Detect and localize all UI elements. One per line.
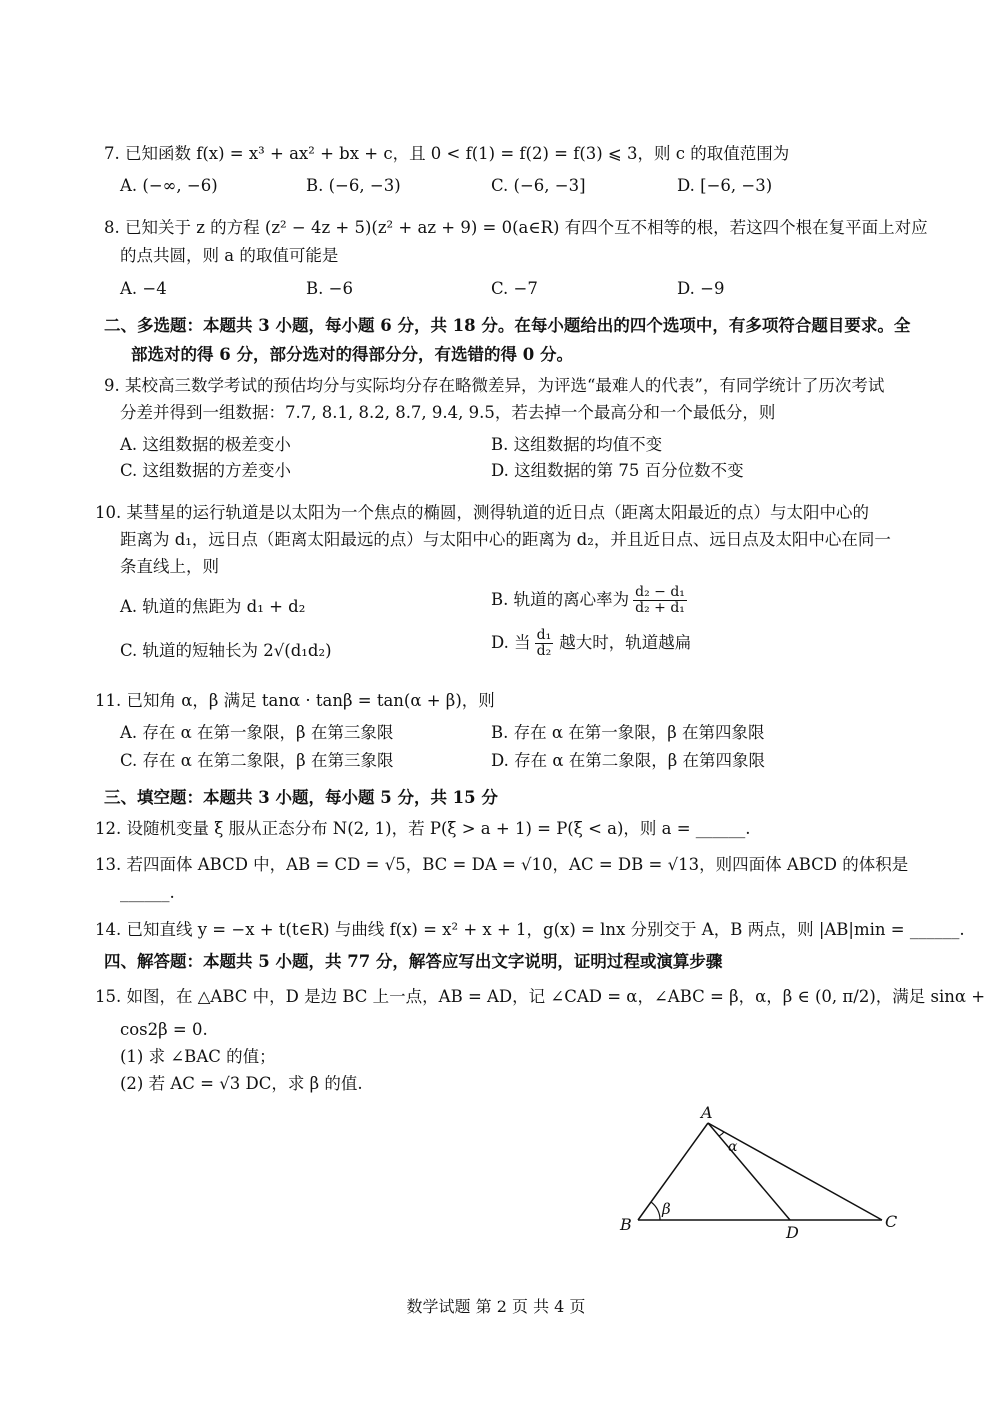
- q8-stem-line1: 8. 已知关于 z 的方程 (z² − 4z + 5)(z² + az + 9) = 0(a∈R) 有四个互不相等的根，若这四个根在复平面上对应: [104, 218, 928, 237]
- q9-option-c: C. 这组数据的方差变小: [120, 461, 292, 480]
- q15-part1: (1) 求 ∠BAC 的值；: [120, 1047, 276, 1066]
- section3-heading: 三、填空题：本题共 3 小题，每小题 5 分，共 15 分: [104, 788, 498, 807]
- label-a: A: [701, 1103, 713, 1122]
- q11-stem: 11. 已知角 α，β 满足 tanα · tanβ = tan(α + β)，则: [95, 691, 495, 710]
- q9-stem-line2: 分差并得到一组数据：7.7, 8.1, 8.2, 8.7, 9.4, 9.5，若去掉一个最高分和一个最低分，则: [120, 403, 776, 422]
- angle-alpha-arc: [719, 1132, 724, 1136]
- q10-option-a: A. 轨道的焦距为 d₁ + d₂: [120, 597, 306, 616]
- q13-stem-line2: ______.: [120, 883, 175, 902]
- q8-stem-line2: 的点共圆，则 a 的取值可能是: [120, 246, 339, 265]
- label-c: C: [885, 1212, 898, 1231]
- q15-stem-line2: cos2β = 0.: [120, 1020, 208, 1039]
- fraction-denominator: d₂: [536, 643, 552, 659]
- section2-heading-line2: 部选对的得 6 分，部分选对的得部分分，有选错的得 0 分。: [131, 345, 573, 364]
- q10-option-b: [491, 585, 687, 616]
- fraction-numerator: d₁: [536, 627, 552, 643]
- segment-ad: [708, 1123, 790, 1220]
- q8-option-a: A. −4: [120, 279, 167, 298]
- q10-stem-line3: 条直线上，则: [120, 557, 219, 576]
- q12-stem: 12. 设随机变量 ξ 服从正态分布 N(2, 1)，若 P(ξ > a + 1) = P(ξ < a)，则 a = ______.: [95, 819, 751, 838]
- q11-option-b: B. 存在 α 在第一象限，β 在第四象限: [491, 723, 765, 742]
- q8-option-b: B. −6: [306, 279, 353, 298]
- q10-option-d-post: 越大时，轨道越扁: [559, 633, 692, 652]
- q15-part2: (2) 若 AC = √3 DC，求 β 的值.: [120, 1074, 363, 1093]
- q11-option-a: A. 存在 α 在第一象限，β 在第三象限: [120, 723, 394, 742]
- section4-heading: 四、解答题：本题共 5 小题，共 77 分，解答应写出文字说明，证明过程或演算步骤: [104, 952, 723, 971]
- q7-option-c: C. (−6, −3]: [491, 176, 586, 195]
- ratio-fraction: [535, 628, 554, 659]
- q11-option-c: C. 存在 α 在第二象限，β 在第三象限: [120, 751, 394, 770]
- q10-stem-line2: 距离为 d₁，远日点（距离太阳最远的点）与太阳中心的距离为 d₂，并且近日点、远日点及太阳中心在同一: [120, 530, 891, 549]
- q7-option-a: A. (−∞, −6): [120, 176, 218, 195]
- q13-stem-line1: 13. 若四面体 ABCD 中，AB = CD = √5，BC = DA = √10，AC = DB = √13，则四面体 ABCD 的体积是: [95, 855, 909, 874]
- q10-option-c: C. 轨道的短轴长为 2√(d₁d₂): [120, 641, 332, 660]
- label-d: D: [786, 1223, 799, 1242]
- label-alpha: α: [728, 1139, 738, 1155]
- q8-option-d: D. −9: [677, 279, 725, 298]
- triangle-figure: [600, 1098, 910, 1248]
- side-ab: [638, 1123, 708, 1220]
- q10-option-d: [491, 628, 691, 659]
- q9-option-b: B. 这组数据的均值不变: [491, 435, 663, 454]
- eccentricity-fraction: [633, 585, 687, 616]
- label-b: B: [620, 1215, 632, 1234]
- q15-stem-line1: 15. 如图，在 △ABC 中，D 是边 BC 上一点，AB = AD，记 ∠CAD = α，∠ABC = β，α，β ∈ (0, π/2)，满足 sinα +: [95, 987, 986, 1006]
- q10-stem-line1: 10. 某彗星的运行轨道是以太阳为一个焦点的椭圆，测得轨道的近日点（距离太阳最近的点）与太阳中心的: [95, 503, 869, 522]
- q11-option-d: D. 存在 α 在第二象限，β 在第四象限: [491, 751, 766, 770]
- q7-option-b: B. (−6, −3): [306, 176, 401, 195]
- q9-option-d: D. 这组数据的第 75 百分位数不变: [491, 461, 744, 480]
- label-beta: β: [662, 1200, 671, 1218]
- q9-stem-line1: 9. 某校高三数学考试的预估均分与实际均分存在略微差异，为评选“最难人的代表”，有同学统计了历次考试: [104, 376, 885, 395]
- q14-stem: 14. 已知直线 y = −x + t(t∈R) 与曲线 f(x) = x² + x + 1，g(x) = lnx 分别交于 A，B 两点，则 |AB|min = ______.: [95, 920, 965, 939]
- angle-beta-arc: [651, 1202, 660, 1220]
- q10-option-d-pre: D. 当: [491, 633, 531, 652]
- section2-heading-line1: 二、多选题：本题共 3 小题，每小题 6 分，共 18 分。在每小题给出的四个选项中，有多项符合题目要求。全: [104, 316, 911, 335]
- q7-stem: 7. 已知函数 f(x) = x³ + ax² + bx + c，且 0 < f(1) = f(2) = f(3) ⩽ 3，则 c 的取值范围为: [104, 144, 790, 163]
- q8-option-c: C. −7: [491, 279, 538, 298]
- fraction-numerator: d₂ − d₁: [635, 584, 685, 600]
- side-ac: [708, 1123, 882, 1220]
- fraction-denominator: d₂ + d₁: [635, 600, 685, 616]
- page-footer: 数学试题 第 2 页 共 4 页: [406, 1297, 586, 1316]
- q10-option-b-text: B. 轨道的离心率为: [491, 590, 630, 609]
- q9-option-a: A. 这组数据的极差变小: [120, 435, 291, 454]
- q7-option-d: D. [−6, −3): [677, 176, 773, 195]
